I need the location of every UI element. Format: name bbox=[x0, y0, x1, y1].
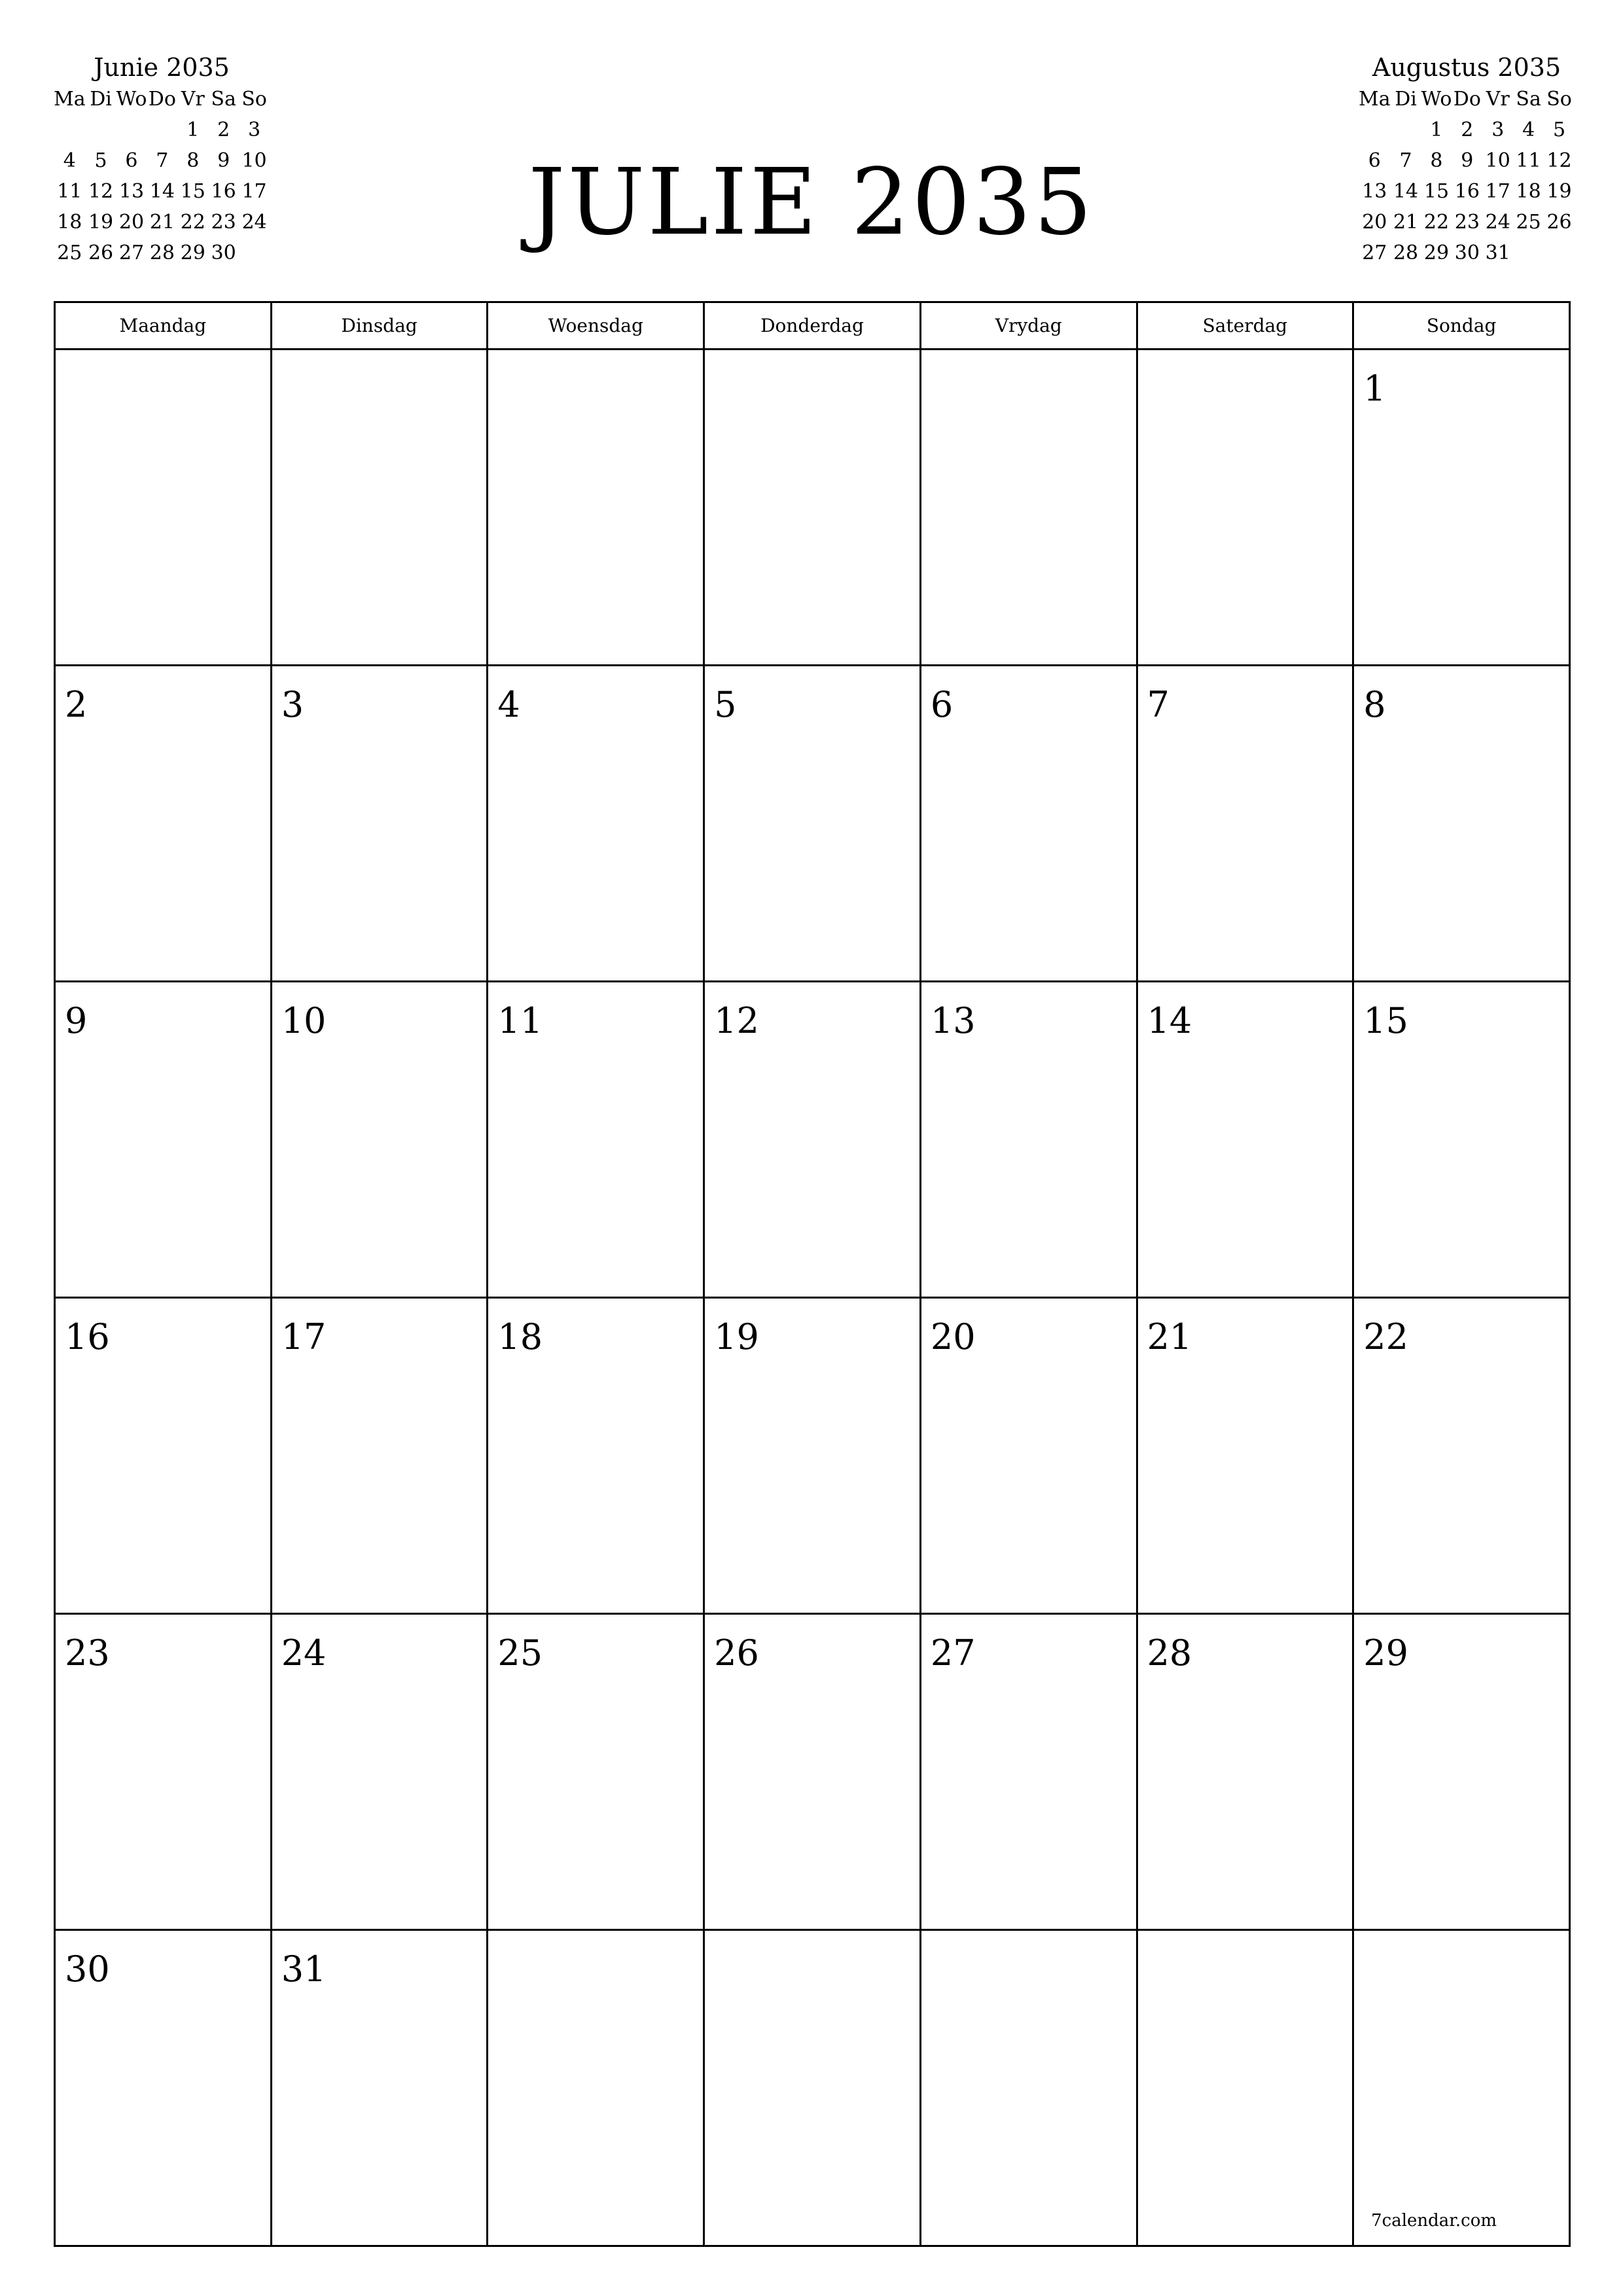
mini-day: 27 bbox=[118, 242, 145, 264]
day-number: 14 bbox=[1147, 1000, 1192, 1041]
day-number: 16 bbox=[65, 1316, 110, 1357]
mini-day: 29 bbox=[1423, 242, 1450, 264]
day-cell bbox=[1354, 1615, 1571, 1931]
mini-day: 17 bbox=[1485, 180, 1510, 203]
mini-calendar-next-month bbox=[1359, 51, 1575, 268]
mini-weekday: Vr bbox=[181, 88, 205, 111]
day-number: 28 bbox=[1147, 1632, 1192, 1674]
weekday-header-row bbox=[56, 303, 1571, 350]
day-cell bbox=[488, 1615, 705, 1931]
day-cell bbox=[1138, 1615, 1355, 1931]
day-number: 15 bbox=[1363, 1000, 1408, 1041]
day-number: 23 bbox=[65, 1632, 110, 1674]
mini-day: 19 bbox=[88, 211, 114, 234]
day-number: 25 bbox=[497, 1632, 543, 1674]
day-cell bbox=[1138, 350, 1355, 666]
mini-day: 28 bbox=[149, 242, 175, 264]
day-cell bbox=[1354, 350, 1571, 666]
mini-day: 21 bbox=[1393, 211, 1419, 234]
mini-day bbox=[1391, 115, 1421, 145]
mini-day: 26 bbox=[88, 242, 114, 264]
mini-day: 1 bbox=[187, 118, 200, 141]
mini-day: 6 bbox=[1368, 149, 1381, 172]
day-number: 29 bbox=[1363, 1632, 1408, 1674]
mini-day: 10 bbox=[1485, 149, 1510, 172]
day-number: 21 bbox=[1147, 1316, 1192, 1357]
day-cell bbox=[272, 1299, 489, 1615]
mini-day: 16 bbox=[1454, 180, 1480, 203]
mini-weekday: Di bbox=[90, 88, 112, 111]
mini-day: 13 bbox=[1362, 180, 1387, 203]
mini-day bbox=[1513, 238, 1544, 268]
mini-calendar-grid bbox=[1359, 84, 1575, 268]
day-cell bbox=[705, 1615, 921, 1931]
weekday-header: Vrydag bbox=[921, 303, 1138, 350]
mini-day: 9 bbox=[1461, 149, 1474, 172]
day-cells bbox=[56, 350, 1571, 2247]
mini-day: 4 bbox=[1522, 118, 1535, 141]
mini-day: 25 bbox=[57, 242, 82, 264]
day-number: 13 bbox=[930, 1000, 976, 1041]
mini-day: 12 bbox=[1546, 149, 1572, 172]
mini-day bbox=[1359, 115, 1391, 145]
day-cell bbox=[921, 666, 1138, 982]
mini-day: 18 bbox=[1516, 180, 1541, 203]
mini-day: 13 bbox=[118, 180, 145, 203]
day-cell bbox=[1354, 666, 1571, 982]
mini-calendar-title: Junie 2035 bbox=[94, 53, 230, 82]
mini-day: 2 bbox=[217, 118, 230, 141]
mini-day: 15 bbox=[180, 180, 205, 203]
mini-day: 6 bbox=[125, 149, 138, 172]
mini-day: 15 bbox=[1423, 180, 1450, 203]
mini-day: 20 bbox=[118, 211, 145, 234]
mini-day: 18 bbox=[57, 211, 82, 234]
day-cell bbox=[272, 1931, 489, 2247]
day-number: 17 bbox=[281, 1316, 327, 1357]
weekday-header: Woensdag bbox=[488, 303, 705, 350]
day-cell bbox=[1138, 666, 1355, 982]
day-number: 12 bbox=[714, 1000, 759, 1041]
day-cell bbox=[921, 1299, 1138, 1615]
day-number: 1 bbox=[1363, 368, 1386, 409]
day-cell bbox=[705, 666, 921, 982]
mini-day: 19 bbox=[1546, 180, 1572, 203]
day-cell bbox=[1138, 1931, 1355, 2247]
day-number: 8 bbox=[1363, 684, 1386, 725]
day-cell bbox=[272, 350, 489, 666]
day-cell bbox=[272, 666, 489, 982]
mini-day: 29 bbox=[180, 242, 205, 264]
mini-day: 9 bbox=[217, 149, 230, 172]
day-number: 31 bbox=[281, 1948, 327, 1990]
day-number: 3 bbox=[281, 684, 304, 725]
mini-day bbox=[147, 115, 177, 145]
mini-day: 3 bbox=[1491, 118, 1505, 141]
mini-day: 7 bbox=[156, 149, 169, 172]
mini-day: 30 bbox=[211, 242, 236, 264]
mini-day: 22 bbox=[1423, 211, 1450, 234]
day-cell bbox=[488, 350, 705, 666]
mini-weekday: Do bbox=[148, 88, 176, 111]
mini-day: 16 bbox=[211, 180, 236, 203]
mini-day: 11 bbox=[57, 180, 82, 203]
mini-day: 12 bbox=[88, 180, 114, 203]
mini-day: 24 bbox=[1485, 211, 1510, 234]
day-number: 10 bbox=[281, 1000, 327, 1041]
day-number: 27 bbox=[930, 1632, 976, 1674]
day-cell bbox=[705, 1931, 921, 2247]
mini-day: 1 bbox=[1430, 118, 1443, 141]
weekday-header: Maandag bbox=[56, 303, 272, 350]
mini-day: 30 bbox=[1454, 242, 1480, 264]
watermark-text: 7calendar.com bbox=[1371, 2211, 1497, 2231]
mini-day: 21 bbox=[149, 211, 175, 234]
mini-day: 2 bbox=[1461, 118, 1474, 141]
mini-day: 20 bbox=[1362, 211, 1387, 234]
day-cell bbox=[488, 1931, 705, 2247]
mini-day: 22 bbox=[180, 211, 205, 234]
mini-day: 3 bbox=[248, 118, 261, 141]
mini-weekday: So bbox=[241, 88, 267, 111]
day-cell bbox=[921, 350, 1138, 666]
day-number: 22 bbox=[1363, 1316, 1408, 1357]
mini-weekday: Sa bbox=[1516, 88, 1541, 111]
mini-day: 5 bbox=[1553, 118, 1566, 141]
mini-weekday: Ma bbox=[1359, 88, 1391, 111]
weekday-header: Donderdag bbox=[705, 303, 921, 350]
day-cell bbox=[1354, 1299, 1571, 1615]
mini-day bbox=[116, 115, 147, 145]
mini-day: 26 bbox=[1546, 211, 1572, 234]
mini-day bbox=[54, 115, 86, 145]
day-number: 11 bbox=[497, 1000, 543, 1041]
mini-day: 31 bbox=[1485, 242, 1510, 264]
mini-weekday: Do bbox=[1453, 88, 1481, 111]
day-number: 6 bbox=[930, 684, 954, 725]
day-cell bbox=[1138, 1299, 1355, 1615]
mini-day: 7 bbox=[1399, 149, 1412, 172]
mini-weekday: Di bbox=[1395, 88, 1417, 111]
day-cell bbox=[56, 982, 272, 1299]
mini-day: 11 bbox=[1516, 149, 1541, 172]
weekday-header: Saterdag bbox=[1138, 303, 1355, 350]
day-number: 30 bbox=[65, 1948, 110, 1990]
mini-weekday: Wo bbox=[1421, 88, 1452, 111]
mini-day: 14 bbox=[149, 180, 175, 203]
day-number: 19 bbox=[714, 1316, 759, 1357]
mini-day: 5 bbox=[94, 149, 107, 172]
mini-day: 25 bbox=[1516, 211, 1541, 234]
day-number: 5 bbox=[714, 684, 737, 725]
day-number: 18 bbox=[497, 1316, 543, 1357]
mini-day: 10 bbox=[241, 149, 267, 172]
mini-day: 17 bbox=[241, 180, 267, 203]
mini-day: 4 bbox=[63, 149, 76, 172]
weekday-header: Sondag bbox=[1354, 303, 1571, 350]
weekday-header: Dinsdag bbox=[272, 303, 489, 350]
day-cell bbox=[488, 982, 705, 1299]
mini-weekday: Vr bbox=[1486, 88, 1510, 111]
day-cell bbox=[1354, 982, 1571, 1299]
day-cell bbox=[56, 1299, 272, 1615]
day-number: 2 bbox=[65, 684, 88, 725]
mini-day: 8 bbox=[1430, 149, 1443, 172]
mini-weekday: So bbox=[1546, 88, 1572, 111]
mini-day: 24 bbox=[241, 211, 267, 234]
day-cell bbox=[921, 1931, 1138, 2247]
day-number: 7 bbox=[1147, 684, 1169, 725]
mini-day: 14 bbox=[1393, 180, 1419, 203]
mini-calendar-title: Augustus 2035 bbox=[1372, 53, 1561, 82]
day-cell bbox=[56, 666, 272, 982]
day-number: 20 bbox=[930, 1316, 976, 1357]
day-cell bbox=[1354, 1931, 1571, 2247]
day-number: 9 bbox=[65, 1000, 88, 1041]
page-title: JULIE 2035 bbox=[528, 149, 1095, 256]
day-cell bbox=[921, 1615, 1138, 1931]
day-cell bbox=[705, 350, 921, 666]
day-cell bbox=[272, 1615, 489, 1931]
mini-day: 8 bbox=[187, 149, 200, 172]
day-cell bbox=[56, 1615, 272, 1931]
day-number: 4 bbox=[497, 684, 520, 725]
mini-day: 23 bbox=[1454, 211, 1480, 234]
day-cell bbox=[272, 982, 489, 1299]
mini-day: 27 bbox=[1362, 242, 1387, 264]
day-cell bbox=[56, 1931, 272, 2247]
mini-day bbox=[86, 115, 116, 145]
day-cell bbox=[56, 350, 272, 666]
mini-day bbox=[1544, 238, 1575, 268]
day-cell bbox=[705, 1299, 921, 1615]
mini-day: 28 bbox=[1393, 242, 1419, 264]
mini-day: 23 bbox=[211, 211, 236, 234]
day-number: 24 bbox=[281, 1632, 327, 1674]
mini-weekday: Sa bbox=[211, 88, 236, 111]
day-cell bbox=[705, 982, 921, 1299]
mini-weekday: Wo bbox=[116, 88, 147, 111]
day-cell bbox=[488, 1299, 705, 1615]
mini-weekday: Ma bbox=[54, 88, 86, 111]
month-calendar-grid bbox=[54, 301, 1571, 2247]
day-cell bbox=[921, 982, 1138, 1299]
day-cell bbox=[488, 666, 705, 982]
day-number: 26 bbox=[714, 1632, 759, 1674]
day-cell bbox=[1138, 982, 1355, 1299]
